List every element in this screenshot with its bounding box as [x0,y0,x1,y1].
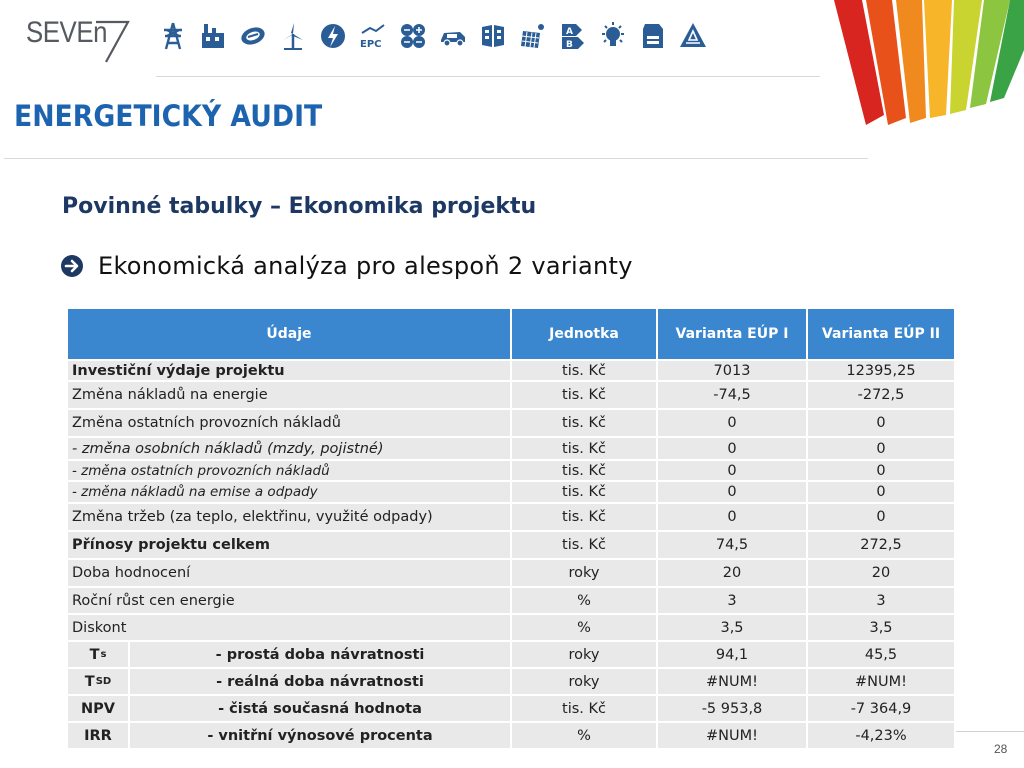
header-jednotka: Jednotka [512,309,656,359]
row-value-v2: 0 [808,504,954,530]
metric-description: - reálná doba návratnosti [130,669,510,694]
table-row [68,723,956,750]
row-value-v1: 3 [658,588,806,613]
epc-icon [356,16,390,56]
table-header-row [68,309,956,359]
row-value-v1: 0 [658,482,806,502]
table-row [68,532,956,560]
row-unit: % [512,615,656,640]
row-value-v1: 7013 [658,361,806,380]
row-value-v2: 3,5 [808,615,954,640]
table-row [68,410,956,438]
row-value-v2: 0 [808,438,954,459]
car-icon [436,16,470,56]
row-unit: tis. Kč [512,532,656,558]
row-label: Přínosy projektu celkem [68,532,510,558]
economics-table [68,309,956,765]
row-value-v2: #NUM! [808,669,954,694]
controls-icon [396,16,430,56]
row-label: Doba hodnocení [68,560,510,586]
building-icon [476,16,510,56]
warning-house-icon [676,16,710,56]
row-value-v2: 272,5 [808,532,954,558]
table-row [68,588,956,615]
metric-symbol: NPV [68,696,128,721]
table-row [68,615,956,642]
table-row [68,438,956,461]
row-value-v2: -4,23% [808,723,954,748]
row-unit: tis. Kč [512,361,656,380]
row-label: Změna ostatních provozních nákladů [68,410,510,436]
wind-turbine-icon [276,16,310,56]
table-row [68,504,956,532]
svg-text:EPC: EPC [360,39,382,50]
row-value-v1: 0 [658,438,806,459]
row-unit: tis. Kč [512,696,656,721]
metric-symbol: T s [68,642,128,667]
row-unit: tis. Kč [512,438,656,459]
row-unit: roky [512,642,656,667]
row-label: Změna nákladů na energie [68,382,510,408]
solar-panel-icon [516,16,550,56]
table-row [68,382,956,410]
row-value-v1: -5 953,8 [658,696,806,721]
row-unit: % [512,588,656,613]
table-row [68,482,956,504]
row-unit: tis. Kč [512,504,656,530]
row-value-v1: 74,5 [658,532,806,558]
row-value-v1: 94,1 [658,642,806,667]
row-unit: tis. Kč [512,461,656,480]
row-unit: roky [512,669,656,694]
row-unit: roky [512,560,656,586]
header-varianta-2: Varianta EÚP II [808,309,954,359]
factory-icon [196,16,230,56]
row-value-v1: 0 [658,410,806,436]
arrow-circle-icon [60,254,84,278]
row-value-v2: 3 [808,588,954,613]
row-label: - změna nákladů na emise a odpady [68,482,510,502]
logo-seven-stroke-icon [92,14,132,64]
row-value-v2: -7 364,9 [808,696,954,721]
row-unit: tis. Kč [512,382,656,408]
efficiency-label-icon [556,16,590,56]
header-udaje: Údaje [68,309,510,359]
row-value-v2: 20 [808,560,954,586]
row-value-v2: 12395,25 [808,361,954,380]
table-row [68,696,956,723]
metric-description: - vnitřní výnosové procenta [130,723,510,748]
rainbow-stripes-decoration [814,0,1024,150]
page-number: 28 [994,742,1008,756]
row-value-v2: 0 [808,461,954,480]
row-value-v1: 20 [658,560,806,586]
header-divider [156,76,820,77]
table-row [68,560,956,588]
table-row [68,669,956,696]
metric-description: - prostá doba návratnosti [130,642,510,667]
light-bulb-icon [596,16,630,56]
svg-text:B: B [566,40,573,50]
table-row [68,361,956,382]
row-label: - změna ostatních provozních nákladů [68,461,510,480]
row-label: Změna tržeb (za teplo, elektřinu, využité odpady) [68,504,510,530]
row-label: Investiční výdaje projektu [68,361,510,380]
title-divider [4,158,868,159]
bullet-item [60,252,633,280]
subheading: Povinné tabulky – Ekonomika projektu [62,194,537,219]
row-value-v1: #NUM! [658,669,806,694]
row-unit: % [512,723,656,748]
footer-divider [956,731,1024,732]
power-pylon-icon [156,16,190,56]
seven-logo [22,14,134,64]
metric-symbol: IRR [68,723,128,748]
table-row [68,461,956,482]
row-value-v2: -272,5 [808,382,954,408]
row-value-v1: -74,5 [658,382,806,408]
metric-description: - čistá současná hodnota [130,696,510,721]
header-varianta-1: Varianta EÚP I [658,309,806,359]
svg-text:A: A [566,27,573,37]
row-label: Diskont [68,615,510,640]
bullet-text: Ekonomická analýza pro alespoň 2 varianty [98,252,633,280]
row-value-v1: #NUM! [658,723,806,748]
meter-icon [236,16,270,56]
lightning-icon [316,16,350,56]
row-value-v2: 45,5 [808,642,954,667]
row-value-v2: 0 [808,410,954,436]
service-icon-bar [156,16,710,56]
row-unit: tis. Kč [512,482,656,502]
row-value-v1: 0 [658,504,806,530]
document-icon [636,16,670,56]
row-value-v1: 0 [658,461,806,480]
logo-text: SEVEn [26,16,108,49]
row-value-v1: 3,5 [658,615,806,640]
section-title: ENERGETICKÝ AUDIT [14,99,323,133]
row-label: - změna osobních nákladů (mzdy, pojistné) [68,438,510,459]
row-label: Roční růst cen energie [68,588,510,613]
metric-symbol: T SD [68,669,128,694]
row-unit: tis. Kč [512,410,656,436]
row-value-v2: 0 [808,482,954,502]
table-row [68,642,956,669]
